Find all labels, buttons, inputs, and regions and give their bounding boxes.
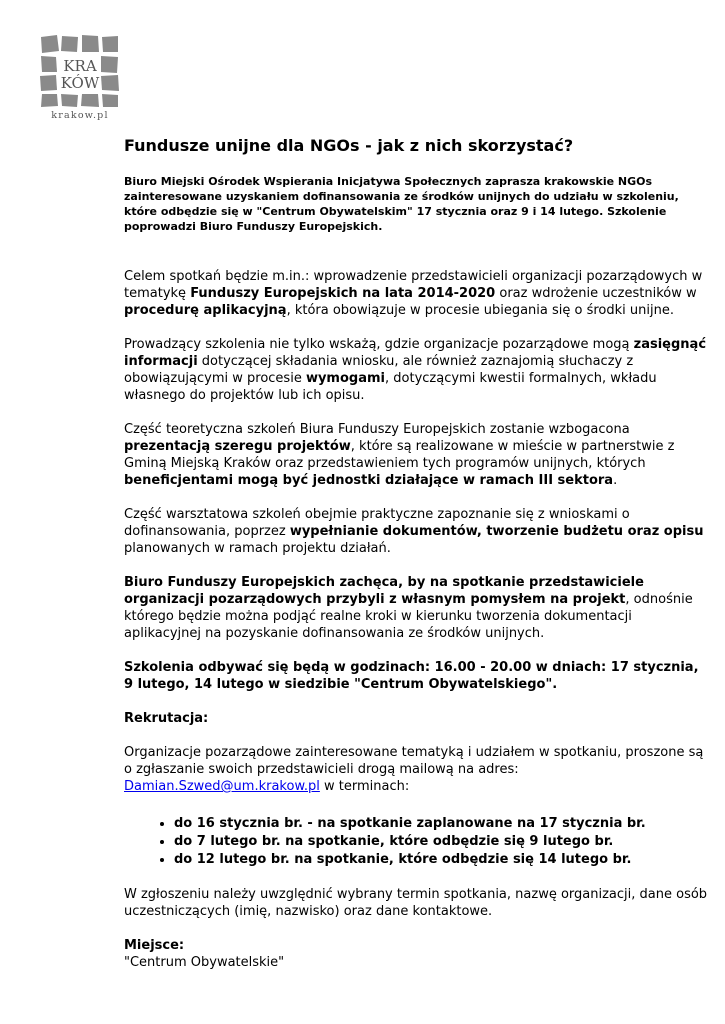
- text: , odnośnie którego będzie można podjąć realne kroki w kierunku tworzenia dokumentacji aplikacyjnej na pozyskanie dofinansowania ze środków unijnych.: [124, 592, 693, 641]
- list-item: • do 12 lutego br. na spotkanie, które odbędzie się 14 lutego br.: [174, 851, 708, 869]
- recruitment-heading-text: Rekrutacja:: [124, 711, 209, 726]
- text: Celem spotkań będzie m.in.: wprowadzenie przedstawicieli organizacji pozarządowych w tematykę: [124, 269, 703, 301]
- bold-text: Funduszy Europejskich na lata 2014-2020: [190, 286, 496, 301]
- text: w terminach:: [319, 779, 410, 794]
- schedule-text: Szkolenia odbywać się będą w godzinach: 16.00 - 20.00 w dniach: 17 stycznia, 9 lutego, 14 lutego w siedzibie "Centrum Obywatelskiego".: [124, 660, 699, 692]
- lead-paragraph: Biuro Miejski Ośrodek Wspierania Inicjatywa Społecznych zaprasza krakowskie NGOs zainteresowane uzyskaniem dofinansowania ze środków unijnych do udziału w szkoleniu, które odbędzie się w "Centrum Obywatelskim" 17 stycznia oraz 9 i 14 lutego. Szkolenie poprowadzi Biuro Funduszy Europejskich.: [124, 175, 679, 233]
- text: , która obowiązuje w procesie ubiegania się o środki unijne.: [286, 303, 674, 318]
- text: oraz wdrożenie uczestników w: [495, 286, 697, 301]
- bold-text: wypełnianie dokumentów, tworzenie budżetu oraz opisu: [289, 524, 704, 539]
- bold-text: procedurę aplikacyjną: [124, 303, 287, 318]
- text: , dotyczącymi kwestii formalnych, wkładu własnego do projektów lub ich opisu.: [124, 371, 657, 403]
- paragraph-recruitment: [124, 744, 708, 795]
- page-title: Fundusze unijne dla NGOs - jak z nich skorzystać?: [124, 136, 574, 155]
- krakow-logo-icon: [38, 32, 122, 108]
- logo-text-line2: KÓW: [60, 74, 100, 92]
- paragraph-encouragement: [124, 574, 708, 642]
- place-heading: Miejsce:: [124, 938, 185, 953]
- deadline-list: [124, 815, 708, 869]
- text: planowanych w ramach projektu działań.: [124, 541, 391, 556]
- logo-caption: krakow.pl: [51, 110, 109, 121]
- email-link[interactable]: Damian.Szwed@um.krakow.pl: [124, 779, 320, 794]
- text: , które są realizowane w mieście w partnerstwie z Gminą Miejską Kraków oraz przedstawieniem tych programów unijnych, których: [124, 439, 675, 471]
- list-item: • do 7 lutego br. na spotkanie, które odbędzie się 9 lutego br.: [174, 833, 708, 851]
- list-item: • do 16 stycznia br. - na spotkanie zaplanowane na 17 stycznia br.: [174, 815, 708, 833]
- bold-text: wymogami: [305, 371, 385, 386]
- text: Część teoretyczna szkoleń Biura Funduszy Europejskich zostanie wzbogacona: [124, 422, 630, 437]
- bold-text: beneficjentami mogą być jednostki działające w ramach III sektora: [124, 473, 614, 488]
- recruitment-heading: [124, 710, 708, 727]
- text: Organizacje pozarządowe zainteresowane tematyką i udziałem w spotkaniu, proszone są o zgłaszanie swoich przedstawicieli drogą mailową na adres:: [124, 745, 704, 777]
- article: [124, 136, 708, 988]
- logo-text-line1: KRA: [63, 57, 97, 75]
- paragraph-schedule: [124, 659, 708, 693]
- bold-text: prezentacją szeregu projektów: [124, 439, 351, 454]
- text: Część warsztatowa szkoleń obejmie praktyczne zapoznanie się z wnioskami o dofinansowania, poprzez: [124, 507, 630, 539]
- bold-text: zasięgnąć informacji: [124, 337, 707, 369]
- paragraph-application-details: W zgłoszeniu należy uwzględnić wybrany termin spotkania, nazwę organizacji, dane osób uczestniczących (imię, nazwisko) oraz dane kontaktowe.: [124, 887, 708, 919]
- text: dotyczącej składania wniosku, ale również zaznajomią słuchaczy z obowiązującymi w procesie: [124, 354, 634, 386]
- paragraph-workshop: [124, 506, 708, 557]
- text: Prowadzący szkolenia nie tylko wskażą, gdzie organizacje pozarządowe mogą: [124, 337, 634, 352]
- paragraph-theory: [124, 421, 708, 489]
- text: .: [613, 473, 618, 488]
- bold-text: Biuro Funduszy Europejskich zachęca, by na spotkanie przedstawiciele organizacji pozarządowych przybyli z własnym pomysłem na projekt: [124, 575, 644, 607]
- paragraph-trainers: [124, 336, 708, 404]
- krakow-logo[interactable]: [38, 32, 122, 124]
- paragraph-goals: [124, 268, 708, 319]
- place-value: "Centrum Obywatelskie": [124, 955, 285, 970]
